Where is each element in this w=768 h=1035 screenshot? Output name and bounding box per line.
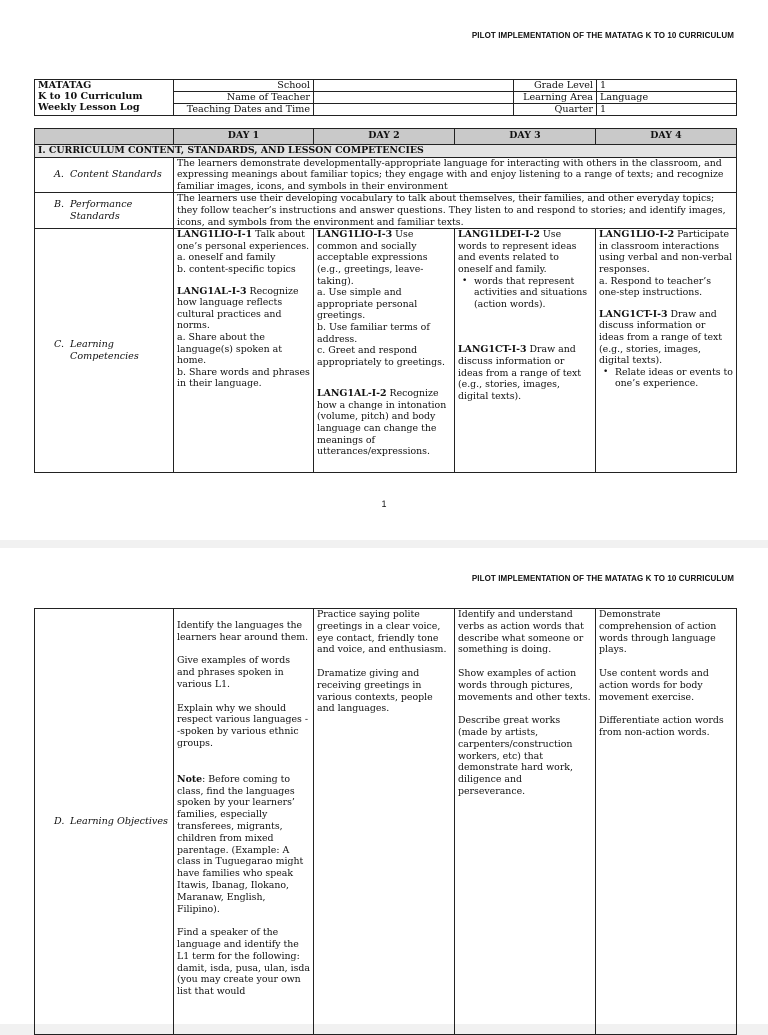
competency-item: b. Use familiar terms of address. bbox=[317, 321, 430, 345]
performance-standards-text: The learners use their developing vocabulary to talk about themselves, their families, and other everyday topics; they follow teacher’s instructions and answer questions. They listen to and respond to stories; and identify images, icons, and symbols from the environment and familiar texts. bbox=[174, 193, 737, 229]
competency-code: LANG1LDEI-I-2 bbox=[458, 229, 540, 241]
competency-text: Recognize how a change in intonation (volume, pitch) and body language can change the meanings of utterances/expressions. bbox=[317, 388, 447, 458]
competency-item: b. content-specific topics bbox=[177, 263, 296, 275]
objective-paragraph: Differentiate action words from non-action words. bbox=[599, 715, 724, 738]
learning-objectives-letter: D. bbox=[54, 815, 65, 827]
objective-paragraph: Give examples of words and phrases spoken in various L1. bbox=[177, 655, 291, 690]
learning-area-label: Learning Area bbox=[514, 92, 597, 104]
competencies-day-1 bbox=[174, 229, 314, 473]
objective-paragraph: Practice saying polite greetings in a clear voice, eye contact, friendly tone and voice, and enthusiasm. bbox=[317, 609, 447, 656]
running-head: PILOT IMPLEMENTATION OF THE MATATAG K TO 10 CURRICULUM bbox=[471, 31, 734, 40]
objective-paragraph: Find a speaker of the language and identify the L1 term for the following: damit, isda, pusa, ulan, isda (you may create your own list that would bbox=[177, 927, 310, 998]
content-standards-label bbox=[35, 157, 174, 193]
page-2 bbox=[0, 548, 768, 1024]
curriculum-table bbox=[34, 128, 737, 473]
performance-standards-title: Performance Standards bbox=[70, 199, 133, 222]
competency-bullets bbox=[599, 367, 733, 390]
content-standards-text: The learners demonstrate developmentally-appropriate language for interacting with others in the classroom, and expressing meanings about familiar topics; they engage with and enjoy listening to a range of texts; and recognize familiar images, icons, and symbols in their environment bbox=[174, 157, 737, 193]
objectives-day-1 bbox=[174, 609, 314, 1035]
objectives-table bbox=[34, 608, 737, 1035]
competency-code: LANG1AL-I-3 bbox=[177, 285, 247, 297]
learning-objectives-label bbox=[35, 609, 174, 1035]
competency-bullet: • words that represent activities and situations (action words). bbox=[474, 276, 592, 311]
competency-code: LANG1CT-I-3 bbox=[599, 308, 668, 320]
competency-item: c. Greet and respond appropriately to greetings. bbox=[317, 345, 445, 368]
grade-level-label: Grade Level bbox=[514, 80, 597, 92]
objective-paragraph: Explain why we should respect various languages --spoken by various ethnic groups. bbox=[177, 702, 308, 749]
competencies-day-4 bbox=[596, 229, 737, 473]
day-4-header: DAY 4 bbox=[596, 129, 737, 145]
teacher-field[interactable] bbox=[314, 92, 514, 104]
objective-paragraph: Show examples of action words through pictures, movements and other texts. bbox=[458, 667, 591, 703]
competency-text: Draw and discuss information or ideas from a range of text (e.g., stories, images, digital texts). bbox=[458, 344, 582, 402]
school-field[interactable] bbox=[314, 80, 514, 92]
lesson-info-table bbox=[34, 79, 737, 116]
grade-level-field[interactable]: 1 bbox=[597, 80, 737, 92]
learning-competencies-letter: C. bbox=[54, 339, 65, 351]
note-text: : Before coming to class, find the languages spoken by your learners’ families, especially transferees, migrants, children from mixed parentage. (Example: A class in Tuguegarao might have families who speak Itawis, Ibanag, Ilokano, Maranaw, English, Filipino). bbox=[177, 773, 304, 915]
competency-text: Use common and socially acceptable expressions (e.g., greetings, leave-taking). bbox=[317, 229, 428, 287]
competency-item: a. Use simple and appropriate personal greetings. bbox=[317, 287, 418, 322]
school-label: School bbox=[174, 80, 314, 92]
brand-line-1: MATATAG bbox=[38, 80, 92, 91]
competency-text: Use words to represent ideas and events related to oneself and family. bbox=[458, 229, 577, 275]
competency-code: LANG1LIO-I-2 bbox=[599, 229, 675, 241]
competency-item: b. Share words and phrases in their language. bbox=[177, 366, 310, 390]
competencies-day-3 bbox=[455, 229, 596, 473]
dates-field[interactable] bbox=[314, 104, 514, 116]
competency-code: LANG1CT-I-3 bbox=[458, 344, 527, 356]
competency-bullet: • Relate ideas or events to one’s experience. bbox=[615, 367, 733, 390]
day-1-header: DAY 1 bbox=[174, 129, 314, 145]
note-label: Note bbox=[177, 773, 203, 785]
objective-note bbox=[177, 774, 310, 916]
learning-competencies-title: Learning Competencies bbox=[70, 339, 139, 362]
competency-item: a. oneself and family bbox=[177, 252, 276, 264]
objective-paragraph: Describe great works (made by artists, carpenters/construction workers, etc) that demonstrate hard work, diligence and perseverance. bbox=[458, 715, 573, 797]
page-number: 1 bbox=[381, 499, 387, 509]
objectives-day-4 bbox=[596, 609, 737, 1035]
competency-bullets bbox=[458, 276, 592, 311]
competency-text: Recognize how language reflects cultural practices and norms. bbox=[177, 285, 299, 332]
objective-paragraph: Use content words and action words for body movement exercise. bbox=[599, 667, 709, 703]
section-title: I. CURRICULUM CONTENT, STANDARDS, AND LESSON COMPETENCIES bbox=[35, 145, 737, 158]
brand-line-2: K to 10 Curriculum bbox=[38, 91, 143, 102]
performance-standards-label bbox=[35, 193, 174, 229]
learning-competencies-label bbox=[35, 229, 174, 473]
competency-text: Draw and discuss information or ideas from a range of text (e.g., stories, images, digital texts). bbox=[599, 308, 723, 367]
header-blank bbox=[35, 129, 174, 145]
competencies-day-2 bbox=[314, 229, 455, 473]
learning-area-field[interactable]: Language bbox=[597, 92, 737, 104]
day-2-header: DAY 2 bbox=[314, 129, 455, 145]
objective-paragraph: Dramatize giving and receiving greetings in various contexts, people and languages. bbox=[317, 667, 433, 715]
quarter-field[interactable]: 1 bbox=[597, 104, 737, 116]
running-head: PILOT IMPLEMENTATION OF THE MATATAG K TO 10 CURRICULUM bbox=[471, 574, 734, 583]
teacher-label: Name of Teacher bbox=[174, 92, 314, 104]
competency-code: LANG1AL-I-2 bbox=[317, 388, 387, 400]
objective-paragraph: Identify the languages the learners hear around them. bbox=[177, 620, 309, 643]
day-3-header: DAY 3 bbox=[455, 129, 596, 145]
competency-text: Participate in classroom interactions using verbal and non-verbal responses. bbox=[599, 229, 733, 275]
learning-objectives-title: Learning Objectives bbox=[70, 815, 168, 827]
competency-code: LANG1LIO-I-3 bbox=[317, 229, 393, 241]
objectives-day-2 bbox=[314, 609, 455, 1035]
objectives-day-3 bbox=[455, 609, 596, 1035]
brand-line-3: Weekly Lesson Log bbox=[38, 102, 140, 113]
content-standards-letter: A. bbox=[54, 169, 64, 181]
objective-paragraph: Demonstrate comprehension of action words through language plays. bbox=[599, 609, 717, 656]
quarter-label: Quarter bbox=[514, 104, 597, 116]
competency-code: LANG1LIO-I-1 bbox=[177, 229, 253, 241]
performance-standards-letter: B. bbox=[54, 199, 65, 211]
competency-text: Talk about one’s personal experiences. bbox=[177, 229, 310, 252]
brand-block bbox=[35, 80, 174, 116]
content-standards-title: Content Standards bbox=[70, 169, 162, 181]
objective-paragraph: Identify and understand verbs as action words that describe what someone or something is doing. bbox=[458, 609, 584, 656]
competency-item: a. Share about the language(s) spoken at home. bbox=[177, 331, 282, 367]
dates-label: Teaching Dates and Time bbox=[174, 104, 314, 116]
competency-item: a. Respond to teacher’s one-step instructions. bbox=[599, 275, 712, 299]
